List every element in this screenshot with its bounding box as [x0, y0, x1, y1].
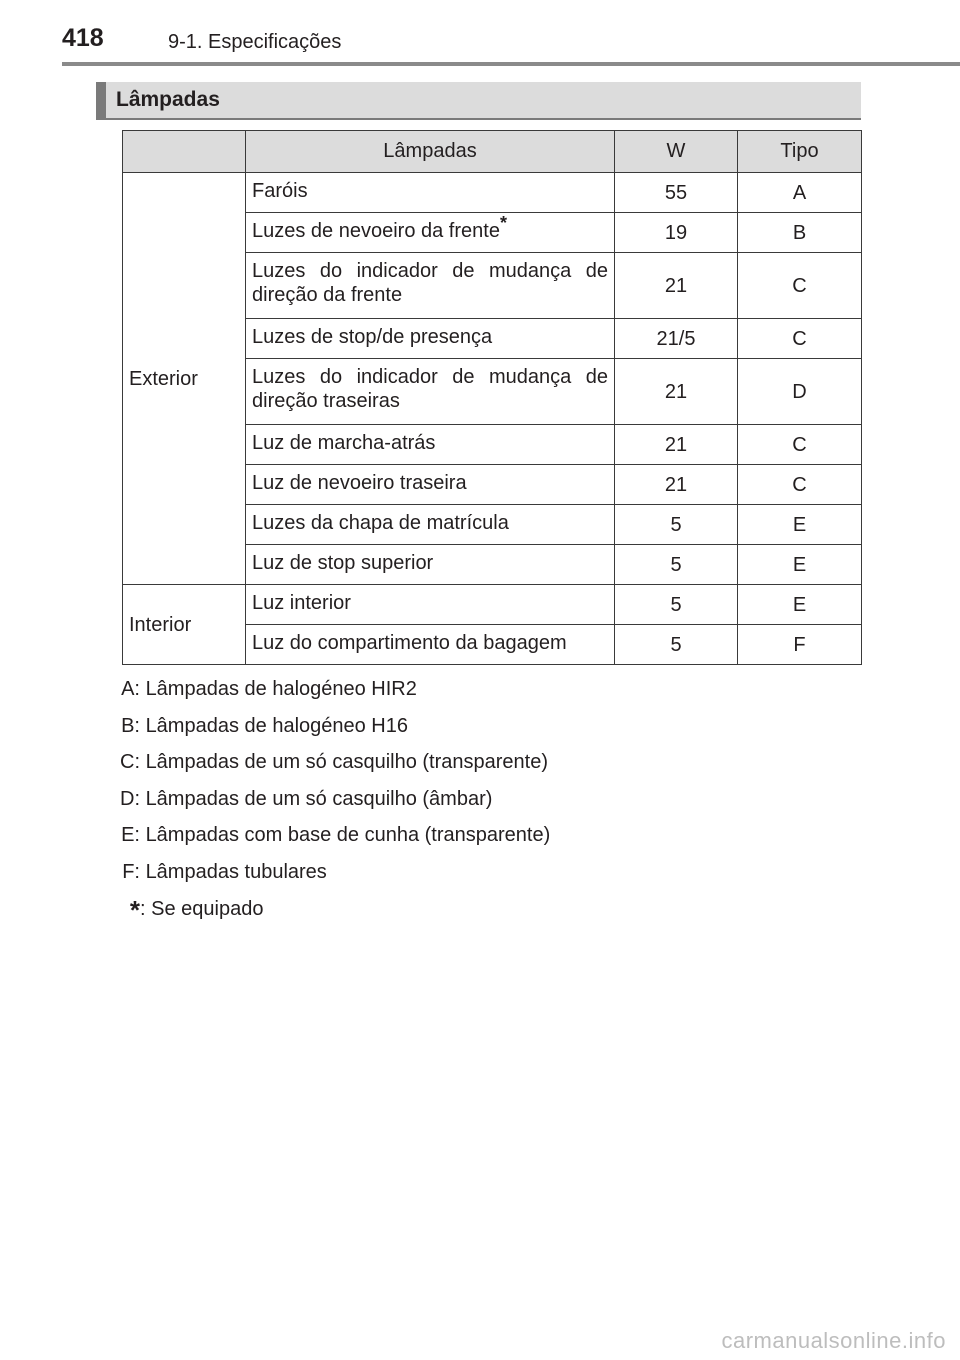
lamp-cell: Luzes do indicador de mudança de direção traseiras: [246, 359, 615, 425]
legend-key: F:: [122, 860, 140, 883]
legend-key: E:: [121, 824, 140, 847]
lamp-cell: [246, 213, 615, 253]
type-cell: E: [738, 545, 862, 585]
bulbs-table: [122, 130, 862, 665]
lamp-cell-text: Luzes de nevoeiro da frente: [252, 220, 500, 242]
legend-key: A:: [121, 678, 140, 700]
section-title: Lâmpadas: [116, 88, 220, 111]
type-cell: C: [738, 253, 862, 319]
chapter-title: 9-1. Especificações: [168, 31, 342, 53]
legend-item: [100, 820, 800, 857]
watt-cell: 21: [615, 425, 738, 465]
legend-item: [100, 711, 800, 748]
header-cell-lamp: Lâmpadas: [246, 131, 615, 173]
type-cell: E: [738, 505, 862, 545]
type-cell: F: [738, 625, 862, 665]
header-cell-type: Tipo: [738, 131, 862, 173]
watt-cell: 21: [615, 359, 738, 425]
lamp-cell: Luzes de stop/de presença: [246, 319, 615, 359]
footnote: [100, 894, 800, 931]
lamp-cell: Luz de nevoeiro traseira: [246, 465, 615, 505]
watt-cell: 5: [615, 625, 738, 665]
watt-cell: 5: [615, 585, 738, 625]
section-heading-bar: [96, 82, 861, 120]
legend-item: [100, 747, 800, 784]
group-cell-exterior: Exterior: [123, 173, 246, 585]
legend-item: [100, 857, 800, 894]
watt-cell: 19: [615, 213, 738, 253]
lamp-cell: Luzes do indicador de mudança de direção da frente: [246, 253, 615, 319]
watt-cell: 21: [615, 465, 738, 505]
legend-text: Lâmpadas de um só casquilho (âmbar): [145, 787, 493, 810]
legend-item: [100, 674, 800, 711]
footnote-key: [100, 894, 140, 925]
table-row: [123, 585, 862, 625]
lamp-cell: Luz de stop superior: [246, 545, 615, 585]
legend-text: Lâmpadas de um só casquilho (transparente): [145, 751, 549, 774]
lamp-cell: Luz do compartimento da bagagem: [246, 625, 615, 665]
type-cell: D: [738, 359, 862, 425]
legend-key: D:: [120, 787, 140, 810]
legend-text: Lâmpadas com base de cunha (transparente): [145, 824, 551, 847]
asterisk-mark: *: [499, 213, 507, 233]
lamp-cell: Luzes da chapa de matrícula: [246, 505, 615, 545]
page-header: [62, 22, 960, 66]
watt-cell: 5: [615, 505, 738, 545]
footnote-text: : Se equipado: [140, 897, 264, 920]
type-cell: C: [738, 425, 862, 465]
type-cell: B: [738, 213, 862, 253]
table-row: [123, 173, 862, 213]
watt-cell: 5: [615, 545, 738, 585]
legend-text: Lâmpadas de halogéneo H16: [145, 714, 408, 737]
lamp-cell: Luz interior: [246, 585, 615, 625]
watt-cell: 21/5: [615, 319, 738, 359]
legend-text: Lâmpadas tubulares: [145, 860, 327, 883]
group-cell-interior: Interior: [123, 585, 246, 665]
watt-cell: 55: [615, 173, 738, 213]
table-header-row: [123, 131, 862, 173]
watermark: carmanualsonline.info: [721, 1328, 946, 1353]
header-cell-watt: W: [615, 131, 738, 173]
legend-key: B:: [121, 714, 140, 737]
footnote-asterisk: *: [129, 894, 140, 925]
legend-item: [100, 784, 800, 821]
type-cell: C: [738, 465, 862, 505]
type-cell: E: [738, 585, 862, 625]
lamp-cell: Faróis: [246, 173, 615, 213]
type-cell: A: [738, 173, 862, 213]
watt-cell: 21: [615, 253, 738, 319]
header-cell-group: [123, 131, 246, 173]
type-cell: C: [738, 319, 862, 359]
page-number: 418: [62, 24, 104, 52]
legend-notes: [100, 674, 800, 930]
lamp-cell: Luz de marcha-atrás: [246, 425, 615, 465]
legend-key: C:: [120, 751, 140, 774]
legend-text: Lâmpadas de halogéneo HIR2: [145, 678, 417, 700]
